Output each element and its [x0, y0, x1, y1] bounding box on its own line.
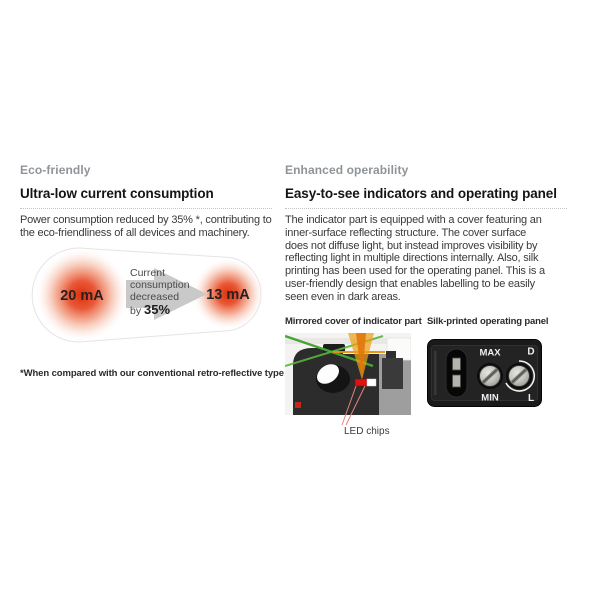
body-line: does not diffuse light, but instead improves visibility by — [285, 239, 538, 252]
inner-block — [382, 358, 403, 389]
body-line: Power consumption reduced by 35% *, contributing to — [20, 214, 272, 226]
operating-panel-image — [427, 339, 542, 407]
arrow-caption-percent: 35% — [144, 301, 171, 317]
label-l: L — [527, 392, 535, 404]
footnote: *When compared with our conventional retro-reflective type — [20, 367, 284, 379]
red-marker — [295, 402, 301, 408]
figures-row — [285, 316, 567, 442]
chip-substrate — [367, 379, 376, 386]
mode-switch-slot — [446, 349, 467, 397]
body-line: user-friendly design that enables labelling to be easily — [285, 277, 535, 290]
section-kicker: Eco-friendly — [20, 163, 91, 177]
body-line: The indicator part is equipped with a cover featuring an — [285, 214, 542, 226]
section-body — [285, 214, 567, 304]
label-max: MAX — [479, 347, 501, 359]
body-line: printing has been used for the operating panel. This is a — [285, 265, 545, 278]
label-d: D — [527, 346, 535, 358]
label-min: MIN — [481, 392, 499, 404]
after-current-value: 13 mA — [206, 286, 250, 303]
body-line: seen even in dark areas. — [285, 290, 401, 303]
arrow-caption-prefix: by — [130, 304, 145, 317]
current-consumption-diagram — [20, 244, 272, 356]
figure-indicator-cover — [285, 315, 422, 442]
before-current-value: 20 mA — [60, 287, 104, 304]
section-eco-friendly — [20, 163, 284, 379]
panel-edge-slot — [434, 351, 437, 395]
figure-caption: Silk-printed operating panel — [427, 315, 549, 327]
section-body — [20, 214, 272, 240]
figure-operating-panel — [427, 316, 548, 412]
body-line: inner-surface reflecting structure. The cover surface — [285, 226, 527, 239]
body-line: the eco-friendliness of all devices and machinery. — [20, 226, 250, 239]
body-line: reflecting light in multiple directions internally. Also, silk — [285, 252, 539, 265]
section-title: Ultra-low current consumption — [20, 186, 272, 209]
mode-switch-contact — [453, 358, 461, 370]
figure-caption: Mirrored cover of indicator part — [285, 315, 422, 327]
section-title: Easy-to-see indicators and operating panel — [285, 186, 567, 209]
arrow-caption-line: decreased — [130, 290, 180, 303]
section-kicker: Enhanced operability — [285, 163, 409, 177]
arrow-caption-line: Current — [130, 266, 166, 279]
arrow-caption-line — [130, 302, 170, 317]
section-enhanced-operability — [285, 163, 567, 442]
arrow-caption-line: consumption — [130, 278, 190, 291]
led-chips-label: LED chips — [344, 425, 390, 437]
mode-switch-contact — [453, 375, 461, 387]
led-chip — [355, 379, 367, 386]
indicator-cover-image — [285, 333, 411, 437]
